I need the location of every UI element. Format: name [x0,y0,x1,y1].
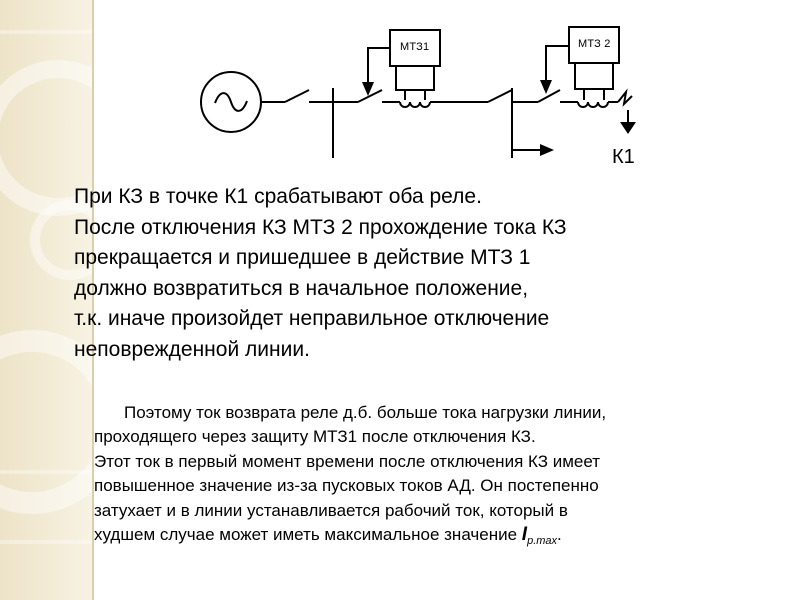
sub-line: проходящего через защиту МТЗ1 после отключения КЗ. [94,427,536,447]
generator-sine [215,93,247,111]
relay-1-trip-line [368,48,390,86]
current-transformer-1 [400,102,430,107]
relay-2-arrow-head [540,80,552,94]
main-line: После отключения КЗ МТЗ 2 прохождение тока КЗ [74,215,567,239]
sentence-end: . [557,525,562,545]
fault-point-label: К1 [612,146,635,168]
switch-2 [358,90,382,102]
relay-1-label: МТЗ1 [400,41,430,53]
decorative-band [0,540,92,544]
sub-line-last [94,523,794,553]
main-line: При КЗ в точке К1 срабатывают оба реле. [74,185,482,208]
current-transformer-2 [578,102,608,107]
main-line: неповрежденной линии. [74,337,310,361]
main-line: т.к. иначе произойдет неправильное отключение [74,307,550,331]
fault-zigzag [618,92,632,104]
switch-3 [488,90,512,102]
sub-line: Поэтому ток возврата реле д.б. больше тока нагрузки линии, [124,403,607,422]
relay-2-label: МТЗ 2 [578,38,611,50]
switch-1 [285,90,309,102]
sub-line: Этот ток в первый момент времени после отключения КЗ имеет [94,451,601,471]
current-subscript: р.max [527,535,558,548]
outgoing-arrow-head [540,144,554,156]
sub-line: худшем случае может иметь максимальное значение [94,525,518,545]
circuit-diagram [0,0,800,200]
fault-arrow-head [620,122,636,134]
relay-2-base [575,63,613,89]
current-symbol: I [521,524,528,546]
relay-1-base [396,66,434,90]
sub-line: повышенное значение из-за пусковых токов АД. Он постепенно [94,476,599,496]
decorative-band [0,470,92,474]
main-paragraph [74,182,774,366]
sub-line: затухает и в линии устанавливается рабочий ток, который в [94,500,568,520]
relay-2-trip-line [546,46,569,84]
switch-4 [538,90,560,102]
main-line: прекращается и пришедшее в действие МТЗ 1 [74,246,531,270]
sub-paragraph [94,401,794,553]
main-line: должно возвратиться в начальное положение, [74,276,529,300]
